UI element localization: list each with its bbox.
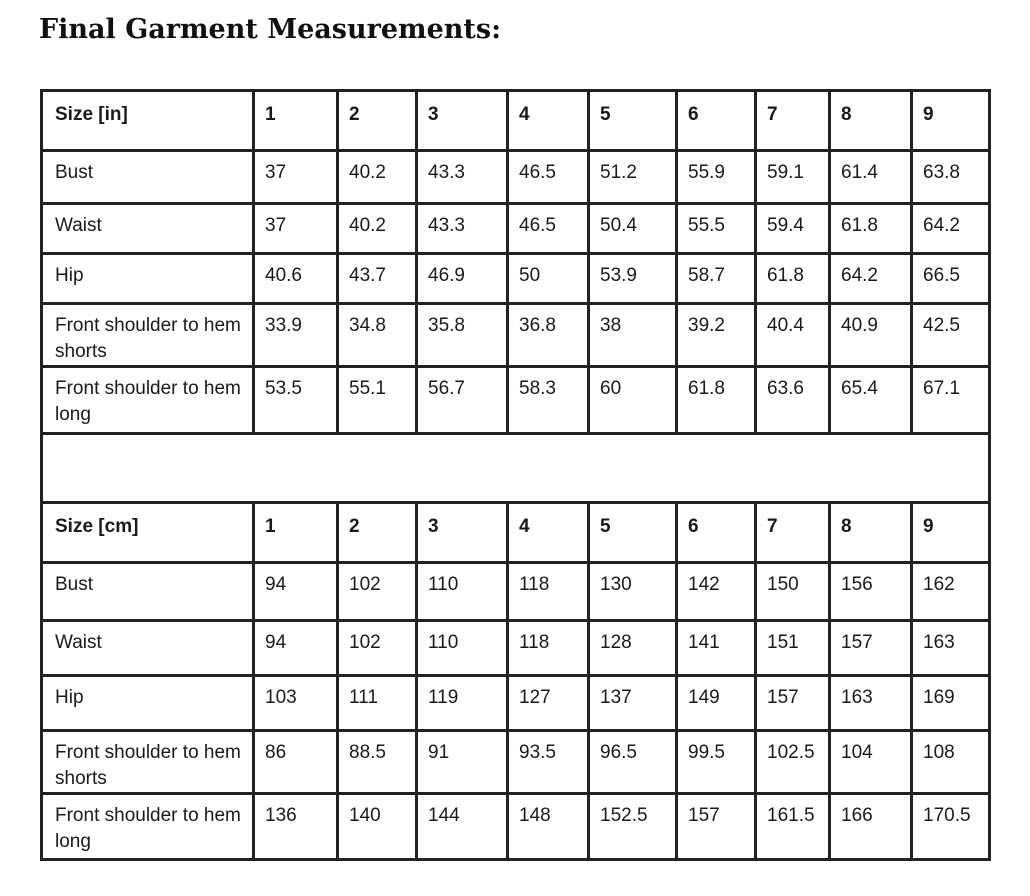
measurement-value: 55.1 bbox=[338, 367, 417, 434]
measurement-value: 46.5 bbox=[508, 151, 589, 204]
measurement-value: 103 bbox=[254, 676, 338, 731]
size-column-header: 9 bbox=[912, 503, 990, 563]
measurement-value: 94 bbox=[254, 563, 338, 621]
measurement-value: 51.2 bbox=[589, 151, 677, 204]
measurement-value: 128 bbox=[589, 621, 677, 676]
table-header-row bbox=[42, 503, 990, 563]
size-column-header: 2 bbox=[338, 91, 417, 151]
measurement-value: 142 bbox=[677, 563, 756, 621]
size-column-header: 3 bbox=[417, 503, 508, 563]
table-row bbox=[42, 204, 990, 254]
measurement-value: 151 bbox=[756, 621, 830, 676]
measurement-value: 162 bbox=[912, 563, 990, 621]
measurement-value: 94 bbox=[254, 621, 338, 676]
measurement-value: 130 bbox=[589, 563, 677, 621]
measurement-value: 50 bbox=[508, 254, 589, 304]
measurement-value: 86 bbox=[254, 731, 338, 794]
table-row bbox=[42, 254, 990, 304]
measurement-label: Waist bbox=[42, 204, 254, 254]
measurement-value: 40.9 bbox=[830, 304, 912, 367]
measurement-value: 152.5 bbox=[589, 794, 677, 860]
measurement-label: Hip bbox=[42, 254, 254, 304]
measurement-value: 170.5 bbox=[912, 794, 990, 860]
measurement-value: 157 bbox=[830, 621, 912, 676]
measurement-value: 63.6 bbox=[756, 367, 830, 434]
measurement-value: 61.8 bbox=[830, 204, 912, 254]
size-column-header: 7 bbox=[756, 91, 830, 151]
measurement-value: 40.2 bbox=[338, 204, 417, 254]
measurement-value: 64.2 bbox=[912, 204, 990, 254]
table-row bbox=[42, 731, 990, 794]
measurement-value: 110 bbox=[417, 621, 508, 676]
measurement-value: 93.5 bbox=[508, 731, 589, 794]
measurement-label: Bust bbox=[42, 151, 254, 204]
size-column-header: 6 bbox=[677, 91, 756, 151]
size-column-header: 8 bbox=[830, 503, 912, 563]
measurement-value: 110 bbox=[417, 563, 508, 621]
measurement-value: 65.4 bbox=[830, 367, 912, 434]
measurement-value: 163 bbox=[830, 676, 912, 731]
measurement-value: 156 bbox=[830, 563, 912, 621]
measurement-value: 40.4 bbox=[756, 304, 830, 367]
measurement-value: 55.9 bbox=[677, 151, 756, 204]
size-column-header: 2 bbox=[338, 503, 417, 563]
measurement-value: 61.8 bbox=[756, 254, 830, 304]
measurement-value: 148 bbox=[508, 794, 589, 860]
measurement-value: 56.7 bbox=[417, 367, 508, 434]
measurement-value: 157 bbox=[677, 794, 756, 860]
measurement-label: Front shoulder to hem long bbox=[42, 367, 254, 434]
measurement-label: Waist bbox=[42, 621, 254, 676]
size-column-header: 5 bbox=[589, 91, 677, 151]
measurement-value: 149 bbox=[677, 676, 756, 731]
measurement-value: 96.5 bbox=[589, 731, 677, 794]
measurement-value: 63.8 bbox=[912, 151, 990, 204]
size-unit-header: Size [cm] bbox=[42, 503, 254, 563]
measurement-value: 59.4 bbox=[756, 204, 830, 254]
measurement-value: 60 bbox=[589, 367, 677, 434]
measurement-value: 59.1 bbox=[756, 151, 830, 204]
measurement-value: 144 bbox=[417, 794, 508, 860]
measurement-value: 61.8 bbox=[677, 367, 756, 434]
measurement-value: 108 bbox=[912, 731, 990, 794]
measurement-value: 88.5 bbox=[338, 731, 417, 794]
table-row bbox=[42, 304, 990, 367]
measurement-value: 42.5 bbox=[912, 304, 990, 367]
measurement-label: Front shoulder to hem shorts bbox=[42, 731, 254, 794]
table-row bbox=[42, 367, 990, 434]
size-column-header: 3 bbox=[417, 91, 508, 151]
measurement-value: 46.5 bbox=[508, 204, 589, 254]
measurement-value: 55.5 bbox=[677, 204, 756, 254]
measurement-value: 127 bbox=[508, 676, 589, 731]
measurement-value: 43.3 bbox=[417, 151, 508, 204]
measurement-value: 58.3 bbox=[508, 367, 589, 434]
measurement-label: Front shoulder to hem long bbox=[42, 794, 254, 860]
measurement-value: 150 bbox=[756, 563, 830, 621]
measurement-value: 137 bbox=[589, 676, 677, 731]
measurement-value: 58.7 bbox=[677, 254, 756, 304]
size-column-header: 1 bbox=[254, 91, 338, 151]
measurement-value: 34.8 bbox=[338, 304, 417, 367]
measurement-label: Front shoulder to hem shorts bbox=[42, 304, 254, 367]
measurement-label: Hip bbox=[42, 676, 254, 731]
measurement-value: 43.3 bbox=[417, 204, 508, 254]
measurement-label: Bust bbox=[42, 563, 254, 621]
measurement-value: 64.2 bbox=[830, 254, 912, 304]
measurement-value: 118 bbox=[508, 563, 589, 621]
measurement-value: 40.6 bbox=[254, 254, 338, 304]
size-column-header: 9 bbox=[912, 91, 990, 151]
measurement-value: 102.5 bbox=[756, 731, 830, 794]
measurement-value: 39.2 bbox=[677, 304, 756, 367]
measurement-value: 140 bbox=[338, 794, 417, 860]
table-spacer bbox=[42, 434, 990, 503]
measurement-value: 53.5 bbox=[254, 367, 338, 434]
measurement-value: 33.9 bbox=[254, 304, 338, 367]
measurement-value: 99.5 bbox=[677, 731, 756, 794]
measurement-value: 166 bbox=[830, 794, 912, 860]
measurement-value: 50.4 bbox=[589, 204, 677, 254]
table-header-row bbox=[42, 91, 990, 151]
measurement-value: 169 bbox=[912, 676, 990, 731]
page-title: Final Garment Measurements: bbox=[39, 14, 502, 45]
size-column-header: 7 bbox=[756, 503, 830, 563]
table-row bbox=[42, 563, 990, 621]
measurement-value: 104 bbox=[830, 731, 912, 794]
measurement-value: 66.5 bbox=[912, 254, 990, 304]
table-row bbox=[42, 151, 990, 204]
measurement-value: 111 bbox=[338, 676, 417, 731]
size-column-header: 6 bbox=[677, 503, 756, 563]
table-row bbox=[42, 676, 990, 731]
measurement-value: 141 bbox=[677, 621, 756, 676]
size-unit-header: Size [in] bbox=[42, 91, 254, 151]
size-column-header: 5 bbox=[589, 503, 677, 563]
measurement-value: 38 bbox=[589, 304, 677, 367]
measurement-value: 161.5 bbox=[756, 794, 830, 860]
size-column-header: 8 bbox=[830, 91, 912, 151]
measurement-value: 136 bbox=[254, 794, 338, 860]
measurement-value: 36.8 bbox=[508, 304, 589, 367]
table-row bbox=[42, 794, 990, 860]
measurement-value: 61.4 bbox=[830, 151, 912, 204]
measurement-value: 35.8 bbox=[417, 304, 508, 367]
measurement-value: 118 bbox=[508, 621, 589, 676]
measurement-value: 157 bbox=[756, 676, 830, 731]
size-column-header: 4 bbox=[508, 91, 589, 151]
measurement-value: 102 bbox=[338, 563, 417, 621]
measurement-value: 119 bbox=[417, 676, 508, 731]
measurements-table bbox=[40, 89, 991, 861]
measurement-value: 91 bbox=[417, 731, 508, 794]
measurement-value: 43.7 bbox=[338, 254, 417, 304]
measurement-value: 46.9 bbox=[417, 254, 508, 304]
size-column-header: 4 bbox=[508, 503, 589, 563]
measurement-value: 37 bbox=[254, 204, 338, 254]
measurement-value: 67.1 bbox=[912, 367, 990, 434]
measurement-value: 53.9 bbox=[589, 254, 677, 304]
table-row bbox=[42, 621, 990, 676]
measurement-value: 37 bbox=[254, 151, 338, 204]
measurement-value: 163 bbox=[912, 621, 990, 676]
measurement-value: 102 bbox=[338, 621, 417, 676]
size-column-header: 1 bbox=[254, 503, 338, 563]
measurement-value: 40.2 bbox=[338, 151, 417, 204]
